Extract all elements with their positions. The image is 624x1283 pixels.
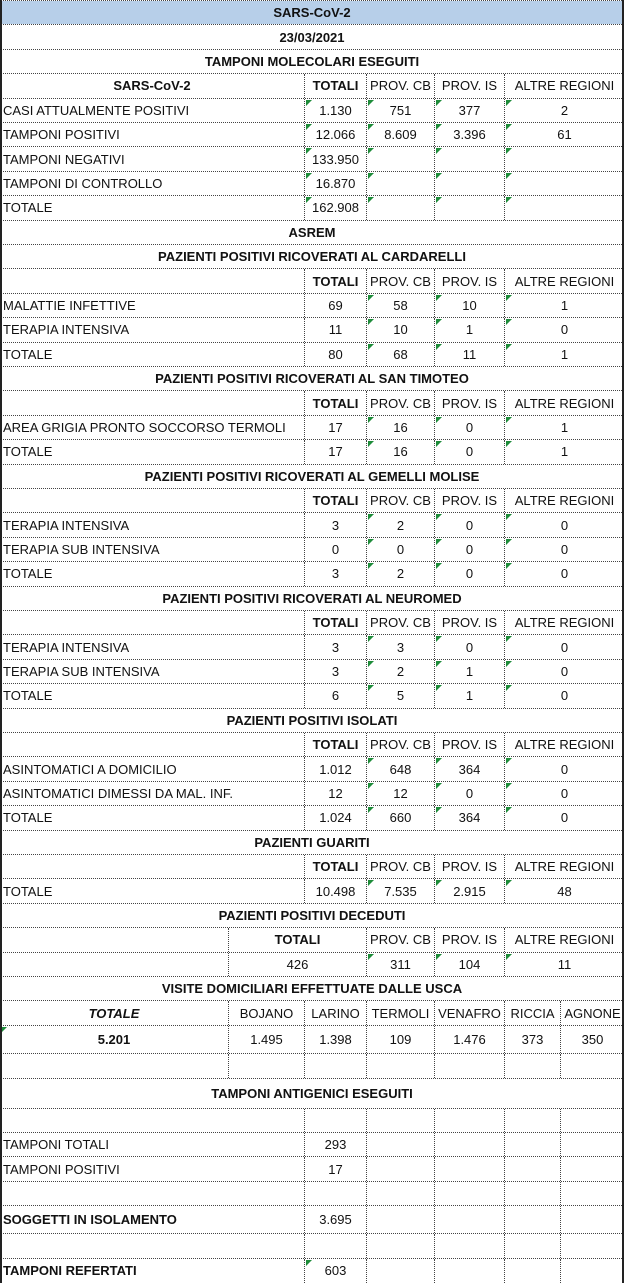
column-header-row — [0, 1000, 624, 1024]
value-cell: 0 — [434, 440, 504, 463]
row-label-header: SARS-CoV-2 — [113, 78, 191, 94]
blank-cell — [504, 1259, 560, 1283]
row-label: TOTALE — [3, 810, 53, 826]
value-cell: 1 — [504, 440, 624, 463]
column-header: TOTALI — [304, 855, 366, 878]
value-cell: 1 — [504, 416, 624, 439]
value-cell: 3 — [304, 513, 366, 536]
blank-cell — [366, 1133, 434, 1156]
table-row — [0, 1205, 624, 1233]
blank-cell — [504, 1206, 560, 1233]
blank-cell — [0, 953, 228, 976]
value-cell: 10 — [366, 318, 434, 341]
value-cell: 1 — [434, 318, 504, 341]
section-title — [0, 708, 624, 732]
value-cell: 3 — [304, 635, 366, 658]
value-cell: 17 — [304, 440, 366, 463]
value-cell — [504, 196, 624, 219]
column-header: TOTALI — [304, 489, 366, 512]
value-cell: 11 — [304, 318, 366, 341]
section-title — [0, 244, 624, 268]
column-header-row — [0, 390, 624, 414]
blank-cell — [0, 1054, 228, 1077]
blank-cell — [366, 1054, 434, 1077]
table-row — [0, 1025, 624, 1053]
column-header: PROV. CB — [366, 855, 434, 878]
table-row — [0, 122, 624, 146]
column-header: PROV. IS — [434, 928, 504, 951]
value-cell: 0 — [504, 318, 624, 341]
row-label: SOGGETTI IN ISOLAMENTO — [3, 1212, 177, 1228]
blank-cell — [366, 1234, 434, 1257]
blank-cell — [304, 1182, 366, 1205]
row-label: TAMPONI POSITIVI — [3, 127, 120, 143]
value-cell: 6 — [304, 684, 366, 707]
value-cell: 104 — [434, 953, 504, 976]
column-header: PROV. IS — [434, 391, 504, 414]
section-title — [0, 1078, 624, 1108]
value-cell — [434, 196, 504, 219]
table-row — [0, 781, 624, 805]
column-header: PROV. CB — [366, 391, 434, 414]
value-cell: 7.535 — [366, 879, 434, 902]
column-header: ALTRE REGIONI — [504, 269, 624, 292]
value-cell: 751 — [366, 99, 434, 122]
value-cell — [366, 147, 434, 170]
column-header-row — [0, 732, 624, 756]
blank-cell — [434, 1206, 504, 1233]
column-header-row — [0, 73, 624, 97]
value-cell: 11 — [504, 953, 624, 976]
table-row — [0, 756, 624, 780]
table-row — [0, 415, 624, 439]
value-cell: 1.495 — [228, 1026, 304, 1053]
table-row — [0, 1156, 624, 1180]
value-cell: 162.908 — [304, 196, 366, 219]
blank-cell — [504, 1234, 560, 1257]
row-label: ASINTOMATICI DIMESSI DA MAL. INF. — [3, 785, 233, 801]
table-row — [0, 171, 624, 195]
section-title-text: PAZIENTI POSITIVI ISOLATI — [226, 712, 398, 728]
value-cell: 0 — [504, 684, 624, 707]
table-row — [0, 805, 624, 829]
value-cell: 0 — [504, 538, 624, 561]
value-cell: 2 — [366, 660, 434, 683]
value-cell: 0 — [434, 513, 504, 536]
row-label: TOTALE — [3, 200, 53, 216]
table-row — [0, 659, 624, 683]
column-header: PROV. CB — [366, 611, 434, 634]
value-cell — [366, 172, 434, 195]
blank-cell — [504, 1157, 560, 1180]
row-label: TOTALE — [3, 688, 53, 704]
column-header: AGNONE — [560, 1001, 624, 1024]
row-label: TERAPIA INTENSIVA — [3, 639, 130, 655]
blank-cell — [504, 1182, 560, 1205]
row-label: TAMPONI TOTALI — [3, 1137, 109, 1153]
blank-cell — [434, 1259, 504, 1283]
column-header-row — [0, 610, 624, 634]
row-label-header — [0, 855, 304, 878]
column-header: PROV. CB — [366, 489, 434, 512]
value-cell: 48 — [504, 879, 624, 902]
section-title-text: TAMPONI MOLECOLARI ESEGUITI — [204, 53, 420, 69]
row-label: ASINTOMATICI A DOMICILIO — [3, 761, 177, 777]
column-header: PROV. IS — [434, 611, 504, 634]
value-cell: 2 — [504, 99, 624, 122]
blank-cell — [0, 1234, 304, 1257]
table-row — [0, 439, 624, 463]
value-cell: 0 — [366, 538, 434, 561]
blank-cell — [366, 1206, 434, 1233]
row-label: TERAPIA INTENSIVA — [3, 322, 130, 338]
blank-cell — [560, 1109, 624, 1132]
value-cell: 0 — [504, 635, 624, 658]
value-cell: 426 — [228, 953, 366, 976]
section-title-text: VISITE DOMICILIARI EFFETTUATE DALLE USCA — [161, 981, 463, 997]
row-label: TOTALE — [3, 883, 53, 899]
value-cell: 12 — [366, 782, 434, 805]
table-row — [0, 293, 624, 317]
column-header: LARINO — [304, 1001, 366, 1024]
column-header: TOTALI — [304, 733, 366, 756]
value-cell: 12.066 — [304, 123, 366, 146]
value-cell: 364 — [434, 806, 504, 829]
column-header: ALTRE REGIONI — [504, 928, 624, 951]
row-label-header — [0, 489, 304, 512]
value-cell: 133.950 — [304, 147, 366, 170]
column-header: PROV. IS — [434, 74, 504, 97]
column-header: PROV. CB — [366, 733, 434, 756]
column-header: VENAFRO — [434, 1001, 504, 1024]
blank-cell — [434, 1234, 504, 1257]
value-cell: 0 — [504, 806, 624, 829]
value-cell: 11 — [434, 343, 504, 366]
report-date-text: 23/03/2021 — [279, 29, 345, 45]
blank-cell — [304, 1109, 366, 1132]
column-header: PROV. IS — [434, 489, 504, 512]
value-cell — [504, 147, 624, 170]
table-row — [0, 561, 624, 585]
value-cell: 350 — [560, 1026, 624, 1053]
table-row — [0, 342, 624, 366]
column-header: TOTALI — [304, 269, 366, 292]
blank-cell — [366, 1157, 434, 1180]
column-header-row — [0, 854, 624, 878]
value-cell: 5 — [366, 684, 434, 707]
row-label: TAMPONI REFERTATI — [3, 1263, 137, 1279]
section-title — [0, 220, 624, 244]
blank-cell — [504, 1109, 560, 1132]
blank-cell — [560, 1259, 624, 1283]
column-header: TOTALI — [304, 74, 366, 97]
section-title — [0, 464, 624, 488]
blank-cell — [434, 1054, 504, 1077]
blank-cell — [560, 1157, 624, 1180]
table-row — [0, 537, 624, 561]
total-label: TOTALE — [88, 1005, 140, 1021]
blank-cell — [0, 1182, 304, 1205]
column-header: TOTALI — [304, 611, 366, 634]
blank-cell — [0, 928, 228, 951]
blank-cell — [434, 1109, 504, 1132]
table-row — [0, 1258, 624, 1283]
row-label-header — [0, 391, 304, 414]
report-date — [0, 24, 624, 48]
value-cell: 12 — [304, 782, 366, 805]
section-title — [0, 49, 624, 73]
section-title — [0, 903, 624, 927]
blank-row — [0, 1233, 624, 1257]
value-cell: 1.398 — [304, 1026, 366, 1053]
column-header: BOJANO — [228, 1001, 304, 1024]
value-cell: 3 — [304, 562, 366, 585]
column-header: ALTRE REGIONI — [504, 74, 624, 97]
row-label: TOTALE — [3, 566, 53, 582]
value-cell: 3.396 — [434, 123, 504, 146]
column-header: ALTRE REGIONI — [504, 489, 624, 512]
value-cell: 1.012 — [304, 757, 366, 780]
value-cell: 10 — [434, 294, 504, 317]
value-cell: 0 — [504, 562, 624, 585]
blank-cell — [560, 1234, 624, 1257]
value-cell: 364 — [434, 757, 504, 780]
value-cell: 1 — [434, 684, 504, 707]
value-cell: 0 — [504, 782, 624, 805]
row-label: TOTALE — [3, 346, 53, 362]
table-row — [0, 683, 624, 707]
value-cell: 0 — [434, 416, 504, 439]
section-title-text: TAMPONI ANTIGENICI ESEGUITI — [211, 1085, 413, 1101]
row-label: TERAPIA SUB INTENSIVA — [3, 663, 160, 679]
blank-cell — [366, 1109, 434, 1132]
table-row — [0, 952, 624, 976]
column-header-row — [0, 268, 624, 292]
value-cell: 17 — [304, 1157, 366, 1180]
blank-row — [0, 1053, 624, 1077]
value-cell: 2.915 — [434, 879, 504, 902]
value-cell: 0 — [434, 562, 504, 585]
column-header: PROV. CB — [366, 74, 434, 97]
column-header: RICCIA — [504, 1001, 560, 1024]
row-label: TERAPIA INTENSIVA — [3, 517, 130, 533]
value-cell — [434, 147, 504, 170]
value-cell: 68 — [366, 343, 434, 366]
value-cell: 16 — [366, 440, 434, 463]
total-value: 5.201 — [0, 1026, 228, 1053]
value-cell: 293 — [304, 1133, 366, 1156]
column-header: ALTRE REGIONI — [504, 855, 624, 878]
page-title — [0, 0, 624, 24]
blank-cell — [434, 1157, 504, 1180]
section-title-text: ASREM — [288, 224, 336, 240]
section-title-text: PAZIENTI POSITIVI RICOVERATI AL NEUROMED — [162, 590, 462, 606]
value-cell: 3 — [366, 635, 434, 658]
value-cell: 1.476 — [434, 1026, 504, 1053]
row-label: TAMPONI POSITIVI — [3, 1161, 120, 1177]
blank-cell — [560, 1133, 624, 1156]
section-title — [0, 586, 624, 610]
value-cell: 0 — [434, 635, 504, 658]
value-cell — [434, 172, 504, 195]
table-row — [0, 512, 624, 536]
section-title-text: PAZIENTI POSITIVI DECEDUTI — [218, 907, 406, 923]
value-cell — [366, 196, 434, 219]
blank-cell — [434, 1182, 504, 1205]
value-cell: 0 — [504, 660, 624, 683]
table-row — [0, 634, 624, 658]
row-label: AREA GRIGIA PRONTO SOCCORSO TERMOLI — [3, 419, 286, 435]
value-cell: 8.609 — [366, 123, 434, 146]
blank-cell — [366, 1182, 434, 1205]
row-label: MALATTIE INFETTIVE — [3, 297, 136, 313]
column-header: TERMOLI — [366, 1001, 434, 1024]
table-row — [0, 195, 624, 219]
blank-cell — [304, 1234, 366, 1257]
column-header: TOTALI — [228, 928, 366, 951]
value-cell: 377 — [434, 99, 504, 122]
blank-cell — [560, 1206, 624, 1233]
blank-cell — [560, 1054, 624, 1077]
column-header: PROV. IS — [434, 733, 504, 756]
value-cell: 373 — [504, 1026, 560, 1053]
blank-cell — [560, 1182, 624, 1205]
blank-cell — [304, 1054, 366, 1077]
value-cell: 17 — [304, 416, 366, 439]
section-title-text: PAZIENTI POSITIVI RICOVERATI AL GEMELLI MOLISE — [144, 468, 480, 484]
value-cell: 603 — [304, 1259, 366, 1283]
value-cell: 311 — [366, 953, 434, 976]
column-header-row — [0, 488, 624, 512]
row-label: CASI ATTUALMENTE POSITIVI — [3, 102, 190, 118]
value-cell: 1.024 — [304, 806, 366, 829]
value-cell: 3.695 — [304, 1206, 366, 1233]
section-title-text: PAZIENTI POSITIVI RICOVERATI AL SAN TIMOTEO — [155, 371, 469, 387]
column-header-row — [0, 927, 624, 951]
blank-cell — [504, 1133, 560, 1156]
column-header: ALTRE REGIONI — [504, 391, 624, 414]
row-label-header — [0, 611, 304, 634]
value-cell: 80 — [304, 343, 366, 366]
blank-cell — [366, 1259, 434, 1283]
section-title — [0, 976, 624, 1000]
column-header: PROV. IS — [434, 855, 504, 878]
column-header: ALTRE REGIONI — [504, 611, 624, 634]
column-header: PROV. CB — [366, 269, 434, 292]
value-cell: 2 — [366, 513, 434, 536]
table-row — [0, 98, 624, 122]
value-cell: 1 — [504, 343, 624, 366]
value-cell: 58 — [366, 294, 434, 317]
row-label: TAMPONI NEGATIVI — [3, 151, 125, 167]
value-cell: 61 — [504, 123, 624, 146]
value-cell — [504, 172, 624, 195]
column-header: PROV. CB — [366, 928, 434, 951]
value-cell: 0 — [504, 513, 624, 536]
blank-cell — [0, 1109, 304, 1132]
value-cell: 16 — [366, 416, 434, 439]
blank-row — [0, 1181, 624, 1205]
value-cell: 0 — [434, 538, 504, 561]
table-row — [0, 317, 624, 341]
value-cell: 3 — [304, 660, 366, 683]
value-cell: 1 — [434, 660, 504, 683]
row-label-header — [0, 269, 304, 292]
value-cell: 1.130 — [304, 99, 366, 122]
page-title-text: SARS-CoV-2 — [0, 1, 624, 24]
value-cell: 0 — [434, 782, 504, 805]
value-cell: 69 — [304, 294, 366, 317]
row-label: TAMPONI DI CONTROLLO — [3, 175, 163, 191]
blank-row — [0, 1108, 624, 1132]
value-cell: 2 — [366, 562, 434, 585]
table-row — [0, 146, 624, 170]
section-title-text: PAZIENTI GUARITI — [254, 834, 370, 850]
value-cell: 16.870 — [304, 172, 366, 195]
value-cell: 1 — [504, 294, 624, 317]
section-title-text: PAZIENTI POSITIVI RICOVERATI AL CARDARELLI — [158, 249, 466, 265]
row-label: TOTALE — [3, 444, 53, 460]
value-cell: 0 — [304, 538, 366, 561]
table-row — [0, 1132, 624, 1156]
column-header: TOTALI — [304, 391, 366, 414]
column-header: ALTRE REGIONI — [504, 733, 624, 756]
section-title — [0, 366, 624, 390]
value-cell: 648 — [366, 757, 434, 780]
value-cell: 109 — [366, 1026, 434, 1053]
column-header: PROV. IS — [434, 269, 504, 292]
section-title — [0, 830, 624, 854]
blank-cell — [228, 1054, 304, 1077]
value-cell: 10.498 — [304, 879, 366, 902]
blank-cell — [504, 1054, 560, 1077]
value-cell: 0 — [504, 757, 624, 780]
value-cell: 660 — [366, 806, 434, 829]
row-label: TERAPIA SUB INTENSIVA — [3, 541, 160, 557]
blank-cell — [434, 1133, 504, 1156]
row-label-header — [0, 733, 304, 756]
table-row — [0, 878, 624, 902]
